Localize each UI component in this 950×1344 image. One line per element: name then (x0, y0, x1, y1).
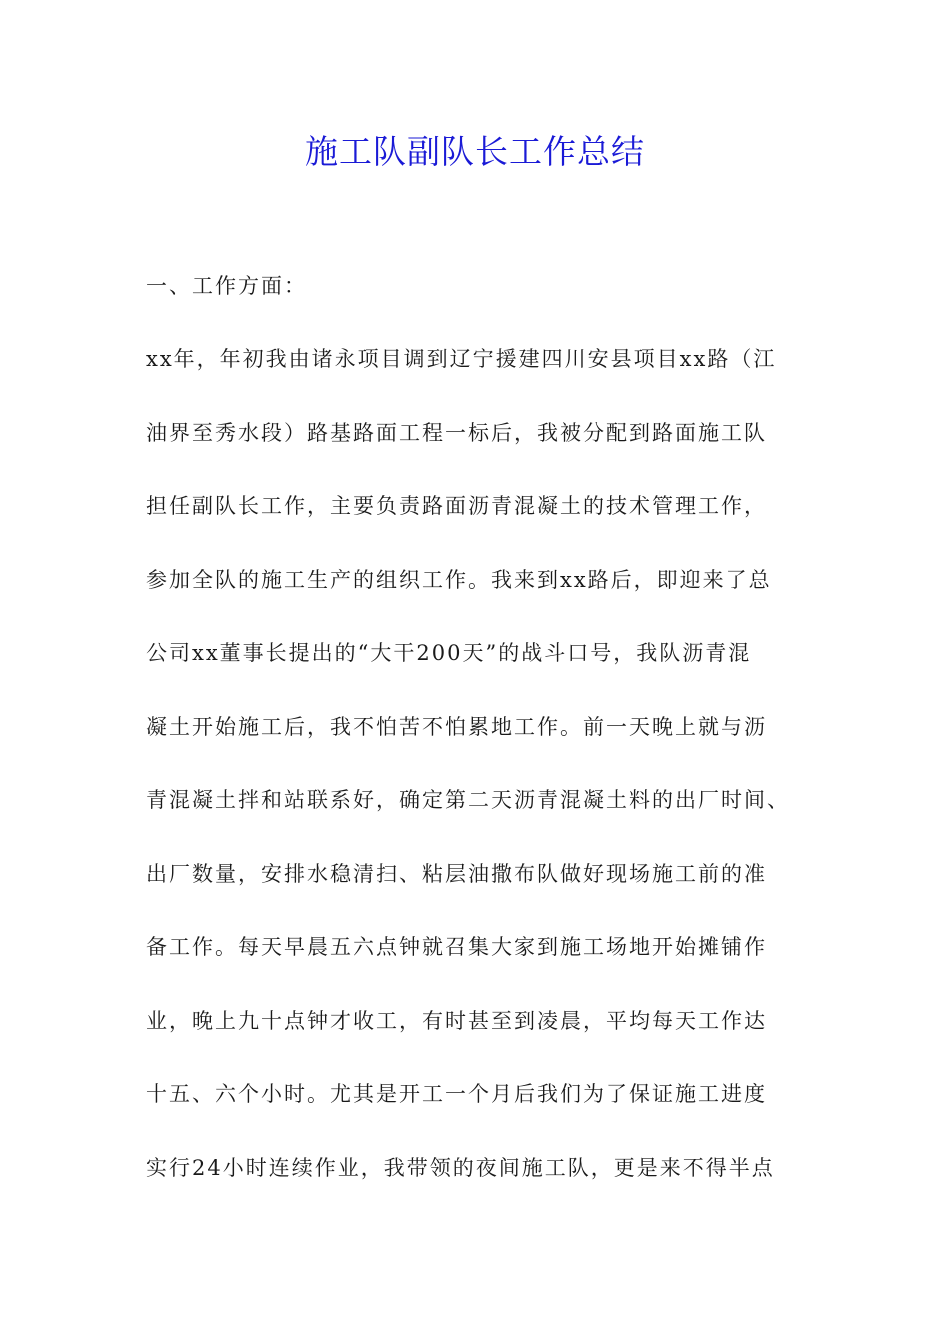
body-text (146, 341, 826, 1223)
text-line: 参加全队的施工生产的组织工作。我来到xx路后，即迎来了总 (146, 567, 772, 592)
text-line: 十五、六个小时。尤其是开工一个月后我们为了保证施工进度 (146, 1082, 767, 1106)
text-line: 出厂数量，安排水稳清扫、粘层油撒布队做好现场施工前的准 (146, 861, 767, 886)
text-line: 实行24小时连续作业，我带领的夜间施工队，更是来不得半点 (146, 1155, 775, 1180)
text-line: 业，晚上九十点钟才收工，有时甚至到凌晨，平均每天工作达 (146, 1008, 767, 1033)
text-line: 青混凝土拌和站联系好，确定第二天沥青混凝土料的出厂时间、 (146, 788, 790, 812)
document-title: 施工队副队长工作总结 (305, 132, 645, 171)
text-line: 油界至秀水段）路基路面工程一标后，我被分配到路面施工队 (146, 420, 767, 445)
text-line: 凝土开始施工后，我不怕苦不怕累地工作。前一天晚上就与沥 (146, 714, 767, 739)
text-line: 备工作。每天早晨五六点钟就召集大家到施工场地开始摊铺作 (146, 935, 767, 959)
text-line: 公司xx董事长提出的“大干200天”的战斗口号，我队沥青混 (146, 641, 752, 665)
text-line: xx年，年初我由诸永项目调到辽宁援建四川安县项目xx路（江 (146, 347, 777, 371)
text-line: 担任副队长工作，主要负责路面沥青混凝土的技术管理工作， (146, 494, 767, 518)
section-heading: 一、工作方面： (146, 274, 307, 298)
